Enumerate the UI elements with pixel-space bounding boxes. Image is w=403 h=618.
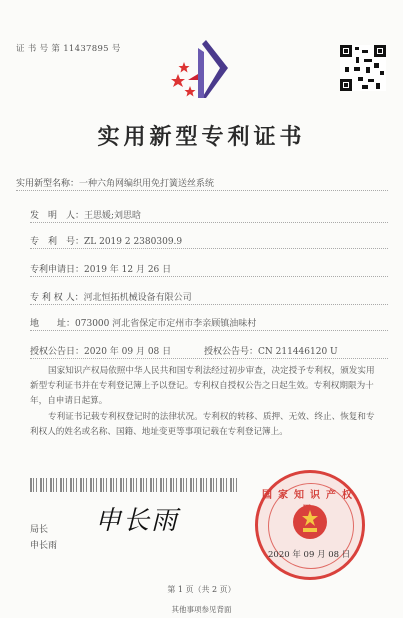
barcode-bar <box>213 478 214 492</box>
grant-number-label: 授权公告号： <box>204 347 259 357</box>
barcode-bar <box>80 478 82 492</box>
certificate-title: 实用新型专利证书 <box>97 124 306 150</box>
barcode-bar <box>160 478 162 492</box>
barcode-bar <box>143 478 144 492</box>
barcode-bar <box>146 478 147 492</box>
barcode-bar <box>96 478 97 492</box>
barcode-bar <box>123 478 124 492</box>
barcode-bar <box>223 478 224 492</box>
barcode-bar <box>33 478 34 492</box>
barcode-bar <box>120 478 122 492</box>
patentee-label: 专 利 权 人： <box>30 293 84 303</box>
barcode-bar <box>176 478 177 492</box>
barcode-bar <box>116 478 117 492</box>
address-row <box>30 316 256 329</box>
director-name: 申长雨 <box>30 541 58 551</box>
grant-number-row <box>204 344 338 357</box>
barcode-bar <box>233 478 234 492</box>
application-date-row <box>30 262 171 275</box>
barcode-bar <box>210 478 212 492</box>
barcode-bar <box>66 478 67 492</box>
barcode-bar <box>36 478 37 492</box>
divider <box>30 248 388 249</box>
barcode-bar <box>216 478 217 492</box>
barcode-bar <box>50 478 52 492</box>
barcode-bar <box>90 478 92 492</box>
barcode-bar <box>190 478 192 492</box>
barcode-bar <box>70 478 72 492</box>
barcode-bar <box>130 478 132 492</box>
barcode-bar <box>220 478 222 492</box>
footer-note: 其他事项参见背面 <box>171 605 232 614</box>
grant-statement: 国家知识产权局依照中华人民共和国专利法经过初步审查，决定授予专利权，颁发实用新型专利证书并在专利登记簿上予以登记。专利权自授权公告之日起生效。专利权期限为十年，自申请日起算。 <box>30 366 375 406</box>
grant-date-row <box>30 344 171 357</box>
barcode-bar <box>63 478 64 492</box>
inventor-value: 王思媛;刘思晗 <box>84 211 142 221</box>
barcode-bar <box>203 478 204 492</box>
barcode-bar <box>73 478 74 492</box>
handwritten-signature: 申长雨 <box>95 506 180 536</box>
divider <box>16 190 388 191</box>
seal-text: 国家知识产权 <box>262 490 358 501</box>
barcode-bar <box>206 478 207 492</box>
barcode-bar <box>103 478 104 492</box>
barcode-bar <box>126 478 127 492</box>
barcode-bar <box>150 478 152 492</box>
divider <box>30 276 388 277</box>
address-value: 073000 河北省保定市定州市李亲顾镇油味村 <box>75 319 257 329</box>
barcode-bar <box>43 478 44 492</box>
director-title: 局长 <box>30 525 49 535</box>
barcode <box>30 478 240 492</box>
barcode-bar <box>183 478 184 492</box>
barcode-bar <box>193 478 194 492</box>
divider <box>30 304 388 305</box>
barcode-bar <box>173 478 174 492</box>
barcode-bar <box>230 478 232 492</box>
utility-model-name-label: 实用新型名称： <box>16 179 80 189</box>
official-seal <box>255 470 365 580</box>
barcode-bar <box>30 478 32 492</box>
barcode-bar <box>56 478 57 492</box>
barcode-bar <box>46 478 47 492</box>
patentee-row <box>30 290 192 303</box>
barcode-bar <box>180 478 182 492</box>
cnipa-logo <box>168 38 238 102</box>
barcode-bar <box>196 478 197 492</box>
divider <box>30 330 388 331</box>
barcode-bar <box>136 478 137 492</box>
utility-model-name-value: 一种六角网编织用免打簧送丝系统 <box>79 179 215 189</box>
barcode-bar <box>226 478 227 492</box>
divider <box>30 358 388 359</box>
barcode-bar <box>110 478 112 492</box>
barcode-bar <box>93 478 94 492</box>
application-date-value: 2019 年 12 月 26 日 <box>84 265 172 275</box>
grant-date-value: 2020 年 09 月 08 日 <box>84 347 172 357</box>
barcode-bar <box>163 478 164 492</box>
grant-date-label: 授权公告日： <box>30 347 85 357</box>
barcode-bar <box>140 478 142 492</box>
qr-code <box>340 45 386 91</box>
utility-model-name-row <box>16 176 214 189</box>
barcode-bar <box>236 478 237 492</box>
national-emblem-icon <box>293 505 327 539</box>
inventor-label: 发 明 人： <box>30 211 85 221</box>
barcode-bar <box>106 478 107 492</box>
barcode-bar <box>40 478 42 492</box>
barcode-bar <box>166 478 167 492</box>
barcode-bar <box>83 478 84 492</box>
barcode-bar <box>76 478 77 492</box>
divider <box>30 222 388 223</box>
patent-number-label: 专 利 号： <box>30 237 85 247</box>
patent-number-row <box>30 234 182 247</box>
application-date-label: 专利申请日： <box>30 265 85 275</box>
legal-status-note: 专利证书记载专利权登记时的法律状况。专利权的转移、质押、无效、终止、恢复和专利权人的姓名或名称、国籍、地址变更等事项记载在专利登记簿上。 <box>30 412 375 437</box>
inventor-row <box>30 208 141 221</box>
barcode-bar <box>53 478 54 492</box>
page-number: 第 1 页（共 2 页） <box>167 585 236 594</box>
patentee-value: 河北恒拓机械设备有限公司 <box>83 293 192 303</box>
barcode-bar <box>113 478 114 492</box>
barcode-bar <box>200 478 202 492</box>
barcode-bar <box>186 478 187 492</box>
address-label: 地 址： <box>30 319 76 329</box>
barcode-bar <box>133 478 134 492</box>
barcode-bar <box>100 478 102 492</box>
seal-date: 2020 年 09 月 08 日 <box>268 550 351 560</box>
barcode-bar <box>86 478 87 492</box>
certificate-number: 证 书 号 第 11437895 号 <box>16 44 121 54</box>
barcode-bar <box>153 478 154 492</box>
grant-number-value: CN 211446120 U <box>258 347 338 357</box>
barcode-bar <box>170 478 172 492</box>
barcode-bar <box>60 478 62 492</box>
barcode-bar <box>156 478 157 492</box>
patent-number-value: ZL 2019 2 2380309.9 <box>84 237 183 247</box>
